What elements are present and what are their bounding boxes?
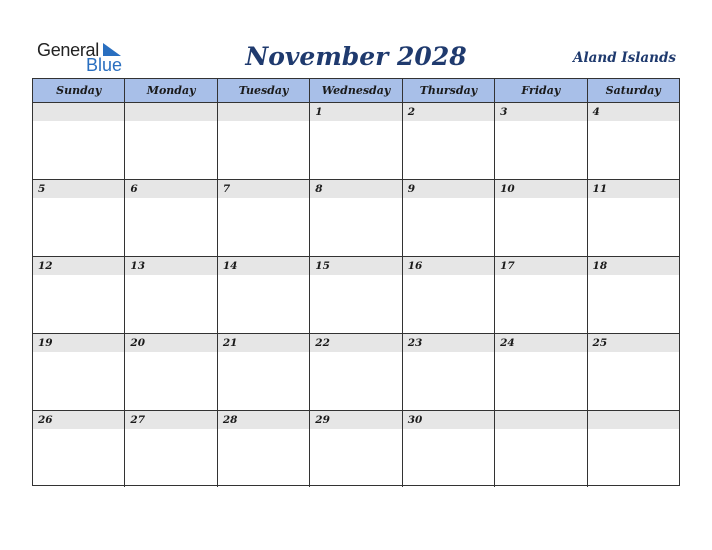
day-number: 13 xyxy=(130,260,146,272)
day-cell[interactable] xyxy=(125,180,217,256)
day-cell[interactable] xyxy=(310,411,402,487)
day-number: 16 xyxy=(407,260,423,272)
weekday-header-row xyxy=(33,79,679,103)
day-cell[interactable] xyxy=(125,334,217,410)
day-number: 4 xyxy=(592,106,600,118)
day-cell[interactable] xyxy=(310,257,402,333)
day-number: 27 xyxy=(130,414,146,426)
day-number: 17 xyxy=(500,260,515,272)
day-cell[interactable] xyxy=(588,257,679,333)
day-number: 20 xyxy=(130,337,146,349)
day-cell[interactable] xyxy=(218,334,310,410)
day-number: 5 xyxy=(38,183,46,195)
weekday-header: Sunday xyxy=(33,79,125,102)
day-cell[interactable] xyxy=(495,180,587,256)
day-number: 18 xyxy=(592,260,608,272)
day-strip xyxy=(310,103,401,121)
day-cell[interactable] xyxy=(495,257,587,333)
day-cell[interactable] xyxy=(403,257,495,333)
weekday-header: Saturday xyxy=(605,84,661,97)
day-strip xyxy=(310,180,401,198)
day-cell[interactable] xyxy=(218,180,310,256)
calendar-grid xyxy=(32,78,680,486)
day-number: 25 xyxy=(592,337,608,349)
day-strip xyxy=(218,103,309,121)
day-cell[interactable] xyxy=(310,334,402,410)
day-cell[interactable] xyxy=(33,334,125,410)
day-strip xyxy=(218,180,309,198)
page-title: November 2028 xyxy=(245,42,467,71)
week-row xyxy=(33,411,679,487)
week-row xyxy=(33,334,679,411)
day-cell[interactable] xyxy=(588,411,679,487)
day-cell[interactable] xyxy=(218,103,310,179)
day-cell[interactable] xyxy=(403,180,495,256)
day-cell[interactable] xyxy=(125,257,217,333)
day-strip xyxy=(403,103,494,121)
day-cell[interactable] xyxy=(33,180,125,256)
day-cell[interactable] xyxy=(588,334,679,410)
day-strip xyxy=(125,103,216,121)
day-strip xyxy=(125,180,216,198)
day-number: 2 xyxy=(407,106,415,118)
day-number: 12 xyxy=(38,260,53,272)
day-cell[interactable] xyxy=(495,334,587,410)
weekday-header: Tuesday xyxy=(218,79,310,102)
week-row xyxy=(33,180,679,257)
day-number: 30 xyxy=(407,414,423,426)
country-label: Aland Islands xyxy=(573,50,676,66)
day-strip xyxy=(33,103,124,121)
weekday-header: Thursday xyxy=(403,79,495,102)
day-number: 8 xyxy=(315,183,323,195)
weekday-header: Monday xyxy=(125,79,217,102)
day-number: 3 xyxy=(500,106,508,118)
day-number: 21 xyxy=(222,337,238,349)
day-number: 10 xyxy=(500,183,515,195)
day-cell[interactable] xyxy=(588,180,679,256)
day-cell[interactable] xyxy=(495,411,587,487)
day-number: 23 xyxy=(407,337,423,349)
day-cell[interactable] xyxy=(403,334,495,410)
day-number: 6 xyxy=(130,183,138,195)
day-strip xyxy=(403,180,494,198)
day-strip xyxy=(33,180,124,198)
logo-general-text: General xyxy=(37,40,99,60)
day-number: 29 xyxy=(315,414,330,426)
day-number: 22 xyxy=(315,337,330,349)
day-cell[interactable] xyxy=(403,411,495,487)
logo-blue-text: Blue xyxy=(86,55,123,75)
day-number: 11 xyxy=(592,183,608,195)
day-cell[interactable] xyxy=(495,103,587,179)
day-cell[interactable] xyxy=(33,411,125,487)
day-strip xyxy=(588,103,679,121)
day-number: 1 xyxy=(315,106,323,118)
day-cell[interactable] xyxy=(218,411,310,487)
day-strip xyxy=(495,411,586,429)
day-number: 7 xyxy=(222,183,231,195)
day-strip xyxy=(495,103,586,121)
day-number: 9 xyxy=(407,183,415,195)
day-number: 15 xyxy=(315,260,330,272)
day-cell[interactable] xyxy=(125,411,217,487)
day-cell[interactable] xyxy=(218,257,310,333)
day-cell[interactable] xyxy=(125,103,217,179)
day-cell[interactable] xyxy=(33,257,125,333)
weekday-header: Wednesday xyxy=(310,79,402,102)
day-number: 24 xyxy=(500,337,515,349)
weekday-header: Friday xyxy=(495,79,587,102)
day-number: 28 xyxy=(222,414,238,426)
day-number: 19 xyxy=(38,337,53,349)
day-number: 14 xyxy=(222,260,238,272)
day-cell[interactable] xyxy=(310,103,402,179)
day-cell[interactable] xyxy=(588,103,679,179)
week-row xyxy=(33,257,679,334)
day-cell[interactable] xyxy=(310,180,402,256)
week-row xyxy=(33,103,679,180)
day-number: 26 xyxy=(38,414,53,426)
day-cell[interactable] xyxy=(403,103,495,179)
day-cell[interactable] xyxy=(33,103,125,179)
day-strip xyxy=(588,411,679,429)
